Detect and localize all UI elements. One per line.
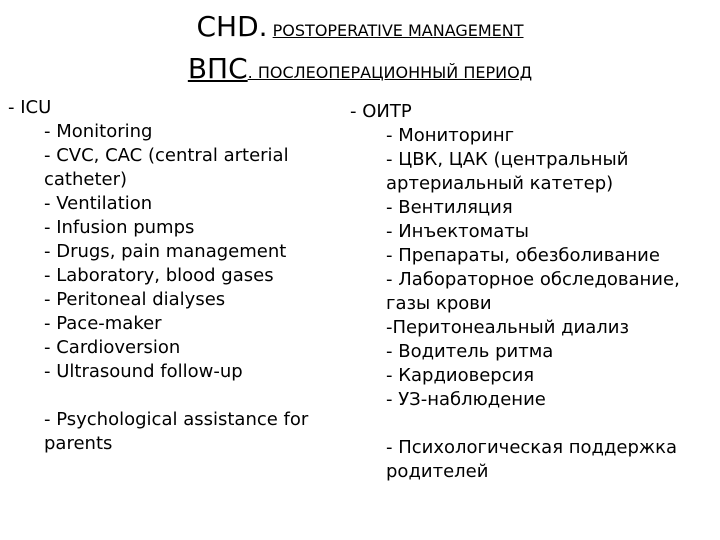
list-item: - Ventilation [44, 193, 153, 214]
title-en-text: POSTOPERATIVE MANAGEMENT [272, 21, 524, 40]
left-heading: - ICU [8, 97, 52, 118]
list-item: - Monitoring [44, 121, 153, 142]
list-item: - Препараты, обезболивание [386, 245, 660, 266]
list-item: - Peritoneal dialyses [44, 289, 226, 310]
list-item: - Водитель ритма [386, 341, 554, 362]
list-item: - Laboratory, blood gases [44, 265, 274, 286]
title-line-en [0, 10, 720, 43]
list-item: - Вентиляция [386, 197, 513, 218]
list-item-extra: - Psychological assistance for parents [44, 409, 309, 454]
title-line-ru [0, 52, 720, 85]
list-item: - Кардиоверсия [386, 365, 535, 386]
list-item: - Мониторинг [386, 125, 515, 146]
spacer [350, 412, 715, 436]
title-en-abbr: CHD. [196, 10, 268, 43]
title-ru-text: . ПОСЛЕОПЕРАЦИОННЫЙ ПЕРИОД [247, 63, 533, 82]
right-column [350, 100, 715, 484]
list-item: - ЦВК, ЦАК (центральный артериальный катетер) [386, 149, 629, 194]
list-item: - Infusion pumps [44, 217, 195, 238]
list-item: - CVC, CAC (central arterial catheter) [44, 145, 289, 190]
spacer [8, 384, 328, 408]
title-ru-abbr: ВПС [187, 52, 248, 85]
right-heading: - ОИТР [350, 101, 412, 122]
list-item: - Лабораторное обследование, газы крови [386, 269, 680, 314]
list-item: -Перитонеальный диализ [386, 317, 630, 338]
list-item: - Drugs, pain management [44, 241, 287, 262]
list-item: - Pace-maker [44, 313, 162, 334]
list-item-extra: - Психологическая поддержка родителей [386, 437, 678, 482]
list-item: - Cardioversion [44, 337, 181, 358]
left-column [8, 96, 328, 456]
list-item: - Инъектоматы [386, 221, 529, 242]
list-item: - УЗ-наблюдение [386, 389, 546, 410]
list-item: - Ultrasound follow-up [44, 361, 243, 382]
